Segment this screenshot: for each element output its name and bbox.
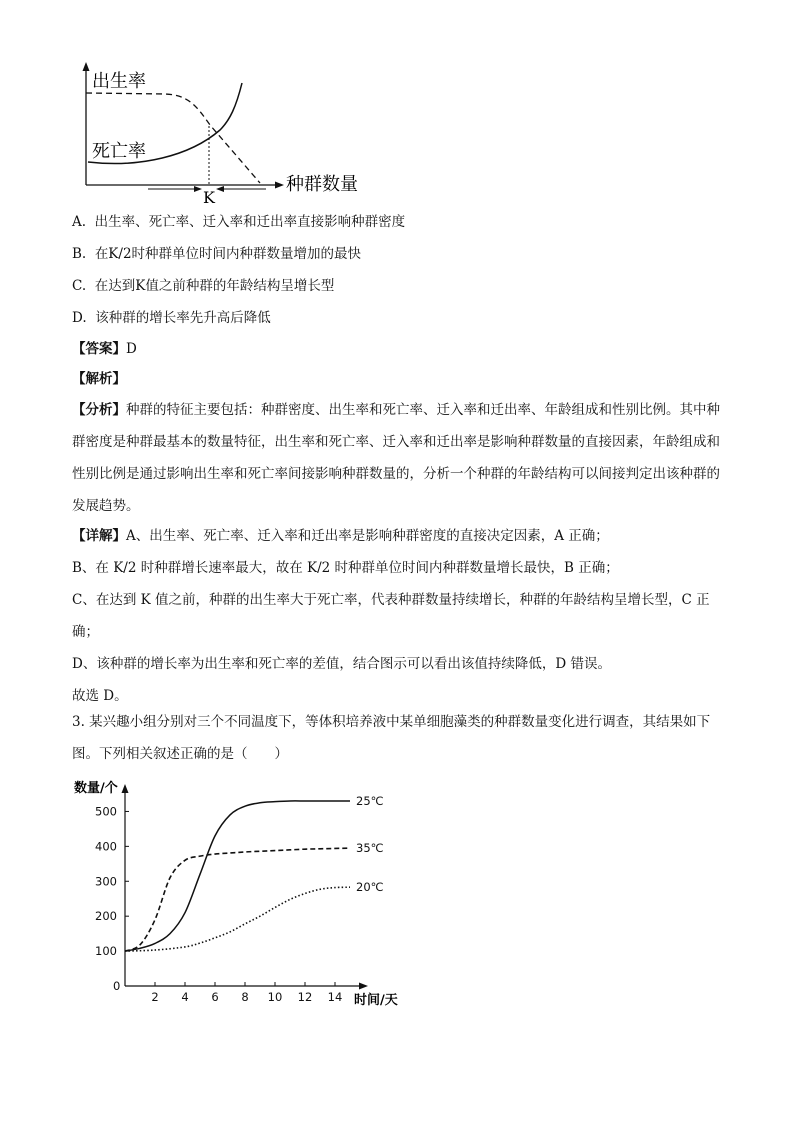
series-label: 20℃ — [356, 880, 384, 895]
answer-tag: 【答案】 — [72, 341, 126, 357]
y-axis-label: 数量/个 — [74, 781, 118, 796]
detail-a — [72, 520, 722, 552]
y-tick-label: 400 — [95, 839, 117, 854]
answer — [72, 339, 137, 359]
option-letter: B. — [72, 246, 87, 262]
detail-tag: 【详解】 — [72, 528, 126, 544]
option-letter: C. — [72, 278, 87, 294]
option-d — [72, 308, 271, 328]
series-label: 35℃ — [356, 841, 384, 856]
y-tick-label: 100 — [95, 944, 117, 959]
answer-value: D — [126, 341, 137, 357]
x-tick-label: 10 — [267, 990, 283, 1004]
population-chart — [70, 776, 420, 1016]
birth-rate-label: 出生率 — [92, 71, 146, 92]
y-tick-label: 500 — [95, 804, 117, 819]
series — [125, 794, 384, 951]
question-3: 3. 某兴趣小组分别对三个不同温度下，等体积培养液中某单细胞藻类的种群数量变化进行调查，其结果如下图。下列相关叙述正确的是（ ） — [72, 714, 711, 762]
k-label: K — [203, 188, 215, 207]
detail-c: C、在达到 K 值之前，种群的出生率大于死亡率，代表种群数量持续增长，种群的年龄结构呈增长型，C 正确； — [72, 592, 710, 640]
ticks — [95, 804, 342, 1004]
x-tick-label: 8 — [241, 990, 249, 1004]
option-a — [72, 212, 405, 232]
option-letter: D. — [72, 310, 87, 326]
option-text: 在达到K值之前种群的年龄结构呈增长型 — [94, 278, 335, 294]
x-tick-label: 2 — [151, 990, 159, 1004]
option-c — [72, 276, 334, 296]
origin-label: 0 — [113, 979, 121, 993]
series-line-35℃ — [125, 848, 350, 951]
option-b — [72, 244, 361, 264]
y-tick-label: 300 — [95, 874, 117, 889]
birth-rate-curve — [86, 93, 260, 183]
option-text: 出生率、死亡率、迁入率和迁出率直接影响种群密度 — [94, 214, 406, 230]
fenxi-tag: 【分析】 — [72, 402, 126, 418]
analysis-heading — [72, 369, 126, 389]
detail-paragraph — [72, 520, 722, 712]
option-text: 在K/2时种群单位时间内种群数量增加的最快 — [94, 246, 362, 262]
option-text: 该种群的增长率先升高后降低 — [95, 310, 271, 326]
fenxi-text: 种群的特征主要包括：种群密度、出生率和死亡率、迁入率和迁出率、年龄组成和性别比例。其中种群密度是种群最基本的数量特征，出生率和死亡率、迁入率和迁出率是影响种群数量的直接因素，年龄组成和性别比例是通过影响出生率和死亡率间接影响种群数量的，分析一个种群的年龄结构可以间接判定出该种群的发展趋势。 — [72, 402, 720, 514]
option-letter: A. — [72, 214, 87, 230]
analysis-tag: 【解析】 — [72, 371, 126, 387]
detail-b: B、在 K/2 时种群增长速率最大，故在 K/2 时种群单位时间内种群数量增长最快，B 正确； — [72, 560, 619, 576]
x-tick-label: 6 — [211, 990, 219, 1004]
death-rate-label: 死亡率 — [92, 141, 146, 162]
fenxi-paragraph — [72, 394, 722, 522]
detail-conclusion: 故选 D。 — [72, 688, 128, 704]
y-tick-label: 200 — [95, 909, 117, 924]
x-tick-label: 12 — [297, 990, 313, 1004]
x-tick-label: 4 — [181, 990, 189, 1004]
x-axis-label: 种群数量 — [286, 174, 358, 195]
birth-death-figure — [70, 60, 380, 210]
detail-a-text: A、出生率、死亡率、迁入率和迁出率是影响种群密度的直接决定因素，A 正确； — [126, 528, 609, 544]
series-label: 25℃ — [356, 793, 384, 808]
x-axis-label: 时间/天 — [354, 993, 398, 1008]
x-tick-label: 14 — [327, 990, 343, 1004]
detail-d: D、该种群的增长率为出生率和死亡率的差值，结合图示可以看出该值持续降低，D 错误。 — [72, 656, 611, 672]
